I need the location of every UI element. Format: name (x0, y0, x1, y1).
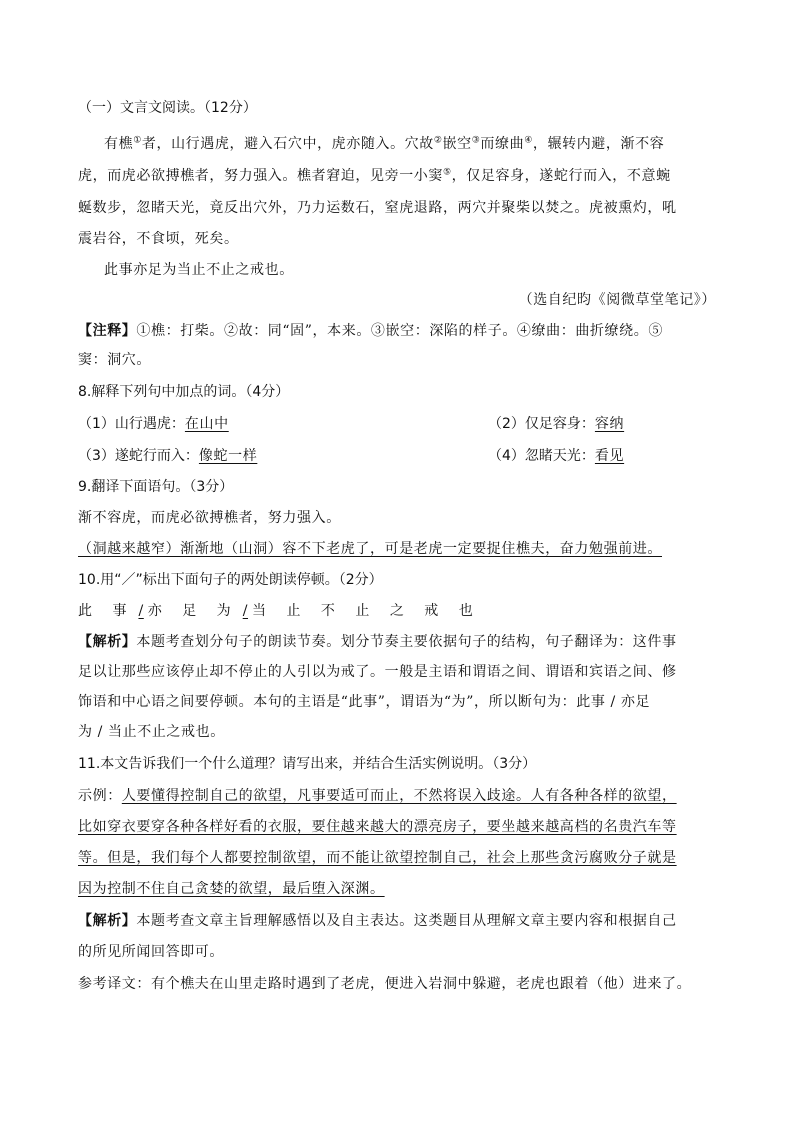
passage-text: 有樵 (104, 136, 134, 152)
q9-title: 9.翻译下面语句。（3分） (78, 479, 234, 495)
q8-prompt: （4）忽睹天光： (488, 448, 595, 464)
q8-prompt: （3）遂蛇行而入： (78, 448, 199, 464)
q10-title: 10.用“／”标出下面句子的两处朗读停顿。（2分） (78, 572, 383, 588)
note-ref-4: ④ (524, 135, 533, 146)
passage-source: （选自纪昀《阅微草堂笔记》） (518, 292, 716, 308)
passage-line-4: 震岩谷，不食顷，死矣。 (78, 231, 239, 247)
q11-title: 11.本文告诉我们一个什么道理？请写出来，并结合生活实例说明。（3分） (78, 756, 537, 772)
passage-text: 而缭曲 (480, 136, 525, 152)
q8-title: 8.解释下列句中加点的词。（4分） (78, 384, 290, 400)
q8-prompt: （2）仅足容身： (488, 416, 595, 432)
q11-answer-3 (78, 848, 738, 868)
q11-answer-text: 等。但是，我们每个人都要控制欲望，而不能让欲望控制自己，社会上那些贪污腐败分子就是 (78, 850, 677, 866)
passage-line-1 (104, 134, 764, 154)
section-title: （一）文言文阅读。（12分） (78, 100, 257, 116)
notes-line-2: 窦：洞穴。 (78, 352, 151, 368)
passage-text: ，仅足容身，遂蛇行而入，不意蜿 (451, 168, 671, 184)
q11-answer-text: 人要懂得控制自己的欲望，凡事要适可而止，不然将误入歧途。人有各种各样的欲望， (121, 788, 677, 804)
passage-line-3: 蜒数步，忽睹天光，竟反出穴外，乃力运数石，窒虎退路，两穴并聚柴以焚之。虎被熏灼，吼 (78, 200, 677, 216)
translation-line (78, 974, 738, 994)
q11-analysis-2: 的所见所闻回答即可。 (78, 944, 224, 960)
q8-row-1 (78, 414, 738, 434)
q8-item-1 (78, 416, 229, 432)
q10-segment: 当 止 不 止 之 戒 也 (252, 603, 481, 619)
q10-slash-2: / (242, 603, 249, 619)
notes-line-1 (78, 321, 738, 341)
q8-item-3 (78, 448, 257, 464)
notes-text: ①樵：打柴。②故：同“固”，本来。③嵌空：深陷的样子。④缭曲：曲折缭绕。⑤ (136, 323, 663, 339)
q10-analysis-1 (78, 632, 738, 652)
q11-answer-2 (78, 817, 738, 837)
note-ref-5: ⑤ (443, 167, 452, 178)
passage-line-5: 此事亦足为当止不止之戒也。 (104, 262, 294, 278)
q10-sentence (78, 601, 738, 621)
q11-analysis-1 (78, 911, 738, 931)
q8-row-2 (78, 446, 738, 466)
translation-text: 有个樵夫在山里走路时遇到了老虎，便进入岩洞中躲避，老虎也跟着（他）进来了。 (151, 976, 692, 992)
passage-text: 虎，而虎必欲搏樵者，努力强入。樵者窘迫，见旁一小窦 (78, 168, 443, 184)
q8-answer: 容纳 (594, 416, 625, 432)
q10-segment: 亦 足 为 (147, 603, 239, 619)
q9-answer (78, 539, 738, 559)
q8-item-2 (488, 414, 624, 434)
notes-label: 【注释】 (78, 323, 137, 339)
translation-label: 参考译文： (78, 976, 151, 992)
passage-text: ，辗转内避，渐不容 (532, 136, 665, 152)
q8-answer: 像蛇一样 (198, 448, 258, 464)
q10-analysis-2: 足以让那些应该停止却不停止的人引以为戒了。一般是主语和谓语之间、谓语和宾语之间、修 (78, 664, 677, 680)
passage-line-2 (78, 166, 738, 186)
q11-answer-1 (78, 786, 738, 806)
q10-slash-1: / (138, 603, 144, 619)
q9-answer-text: （洞越来越窄）渐渐地（山洞）容不下老虎了，可是老虎一定要捉住樵夫，奋力勉强前进。 (78, 541, 662, 557)
note-ref-3: ③ (471, 135, 481, 146)
q8-answer: 在山中 (184, 416, 229, 432)
q10-segment: 此 事 (78, 603, 135, 619)
analysis-label: 【解析】 (78, 913, 137, 929)
note-ref-1: ① (133, 135, 142, 146)
passage-text: 嵌空 (442, 136, 472, 152)
q10-analysis-4: 为 / 当止不止之戒也。 (78, 724, 225, 740)
q8-item-4 (488, 446, 624, 466)
analysis-text: 本题考查划分句子的朗读节奏。划分节奏主要依据句子的结构，句子翻译为：这件事 (136, 634, 677, 650)
analysis-text: 本题考查文章主旨理解感悟以及自主表达。这类题目从理解文章主要内容和根据自己 (136, 913, 677, 929)
note-ref-2: ② (433, 135, 443, 146)
q8-prompt: （1）山行遇虎： (78, 416, 185, 432)
q11-answer-text: 比如穿衣要穿各种各样好看的衣服，要住越来越大的漂亮房子，要坐越来越高档的名贵汽车等 (78, 819, 677, 835)
analysis-label: 【解析】 (78, 634, 137, 650)
q11-answer-text: 因为控制不住自己贪婪的欲望，最后堕入深渊。 (78, 881, 385, 897)
q8-answer: 看见 (594, 448, 625, 464)
example-label: 示例： (78, 788, 122, 804)
passage-text: 者，山行遇虎，避入石穴中，虎亦随入。穴故 (141, 136, 434, 152)
q9-sentence: 渐不容虎，而虎必欲搏樵者，努力强入。 (78, 510, 341, 526)
q10-analysis-3: 饰语和中心语之间要停顿。本句的主语是“此事”，谓语为“为”，所以断句为：此事 / 亦足 (78, 694, 651, 710)
q11-answer-4 (78, 879, 738, 899)
